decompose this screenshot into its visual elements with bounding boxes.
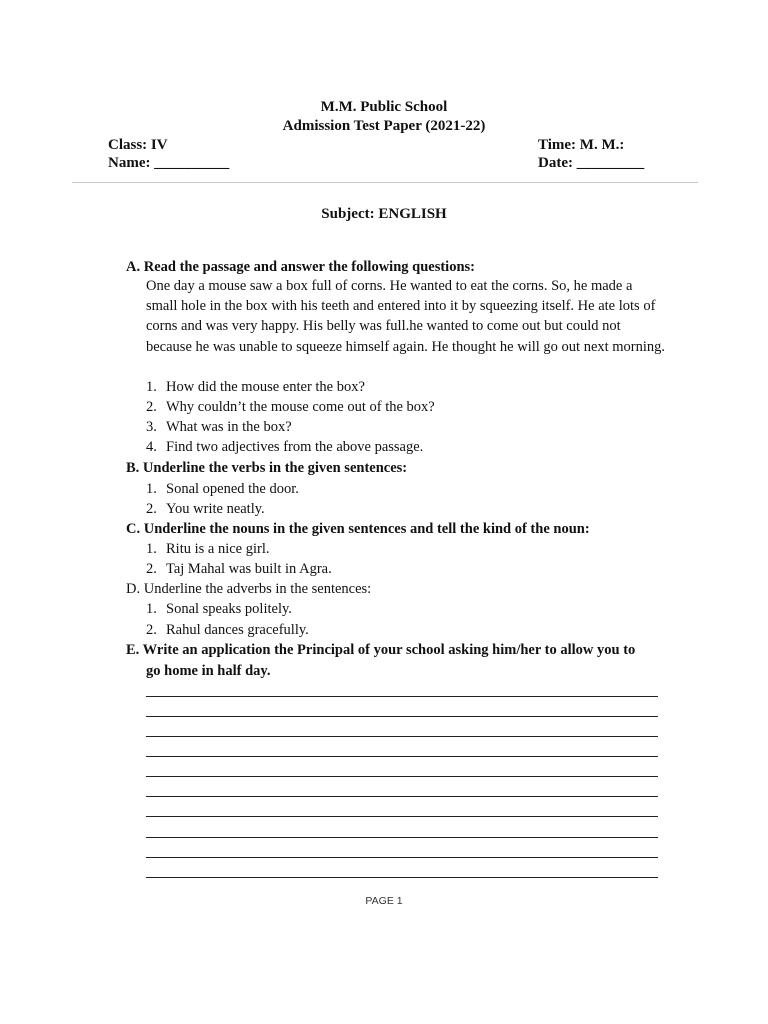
section-d-heading: D. Underline the adverbs in the sentences:: [126, 581, 372, 597]
answer-line[interactable]: [146, 877, 658, 878]
answer-line[interactable]: [146, 736, 658, 737]
sentence-item: [146, 499, 265, 519]
subject-title: Subject: ENGLISH: [321, 206, 447, 222]
paper-title: Admission Test Paper (2021-22): [282, 118, 486, 134]
question-item: [146, 417, 292, 437]
item-text: Ritu is a nice girl.: [166, 541, 270, 557]
date-label: Date: _________: [538, 155, 645, 171]
item-number: 1.: [146, 601, 157, 617]
passage-text: One day a mouse saw a box full of corns. He wanted to eat the corns. So, he made a small hole in the box with his teeth and entered into it by squeezing itself. He ate lots of corns and was very happy. His belly was full.he wanted to come out but could not because he was unable to squeeze himself again. He thought he will go out next morning.: [146, 278, 666, 355]
answer-line[interactable]: [146, 816, 658, 817]
question-text: How did the mouse enter the box?: [166, 379, 365, 395]
answer-line[interactable]: [146, 756, 658, 757]
question-item: [146, 437, 423, 457]
question-number: 1.: [146, 379, 157, 395]
answer-line[interactable]: [146, 837, 658, 838]
item-text: Taj Mahal was built in Agra.: [166, 561, 332, 577]
sentence-item: [146, 559, 332, 579]
sentence-item: [146, 539, 270, 559]
page-number: PAGE 1: [365, 895, 403, 907]
answer-line[interactable]: [146, 857, 658, 858]
item-number: 2.: [146, 622, 157, 638]
item-text: You write neatly.: [166, 501, 265, 517]
answer-line[interactable]: [146, 776, 658, 777]
section-e-heading-continued: go home in half day.: [146, 663, 271, 679]
question-text: Why couldn’t the mouse come out of the box?: [166, 399, 435, 415]
item-text: Sonal opened the door.: [166, 481, 299, 497]
answer-line[interactable]: [146, 796, 658, 797]
sentence-item: [146, 479, 299, 499]
item-number: 2.: [146, 501, 157, 517]
question-text: What was in the box?: [166, 419, 292, 435]
item-number: 2.: [146, 561, 157, 577]
section-c-heading: C. Underline the nouns in the given sentences and tell the kind of the noun:: [126, 521, 590, 537]
question-number: 3.: [146, 419, 157, 435]
question-number: 4.: [146, 439, 157, 455]
question-item: [146, 397, 435, 417]
time-label: Time: M. M.:: [538, 137, 625, 153]
sentence-item: [146, 620, 309, 640]
sentence-item: [146, 599, 292, 619]
class-label: Class: IV: [108, 137, 168, 153]
question-item: [146, 377, 365, 397]
header-divider: [72, 182, 698, 183]
item-text: Rahul dances gracefully.: [166, 622, 309, 638]
school-name: M.M. Public School: [320, 99, 448, 115]
item-text: Sonal speaks politely.: [166, 601, 292, 617]
section-b-heading: B. Underline the verbs in the given sentences:: [126, 460, 408, 476]
name-label: Name: __________: [108, 155, 230, 171]
item-number: 1.: [146, 481, 157, 497]
answer-line[interactable]: [146, 696, 658, 697]
question-number: 2.: [146, 399, 157, 415]
item-number: 1.: [146, 541, 157, 557]
question-text: Find two adjectives from the above passage.: [166, 439, 424, 455]
section-a-heading: A. Read the passage and answer the following questions:: [126, 259, 475, 275]
answer-line[interactable]: [146, 716, 658, 717]
section-e-heading: E. Write an application the Principal of your school asking him/her to allow you to: [126, 642, 636, 658]
